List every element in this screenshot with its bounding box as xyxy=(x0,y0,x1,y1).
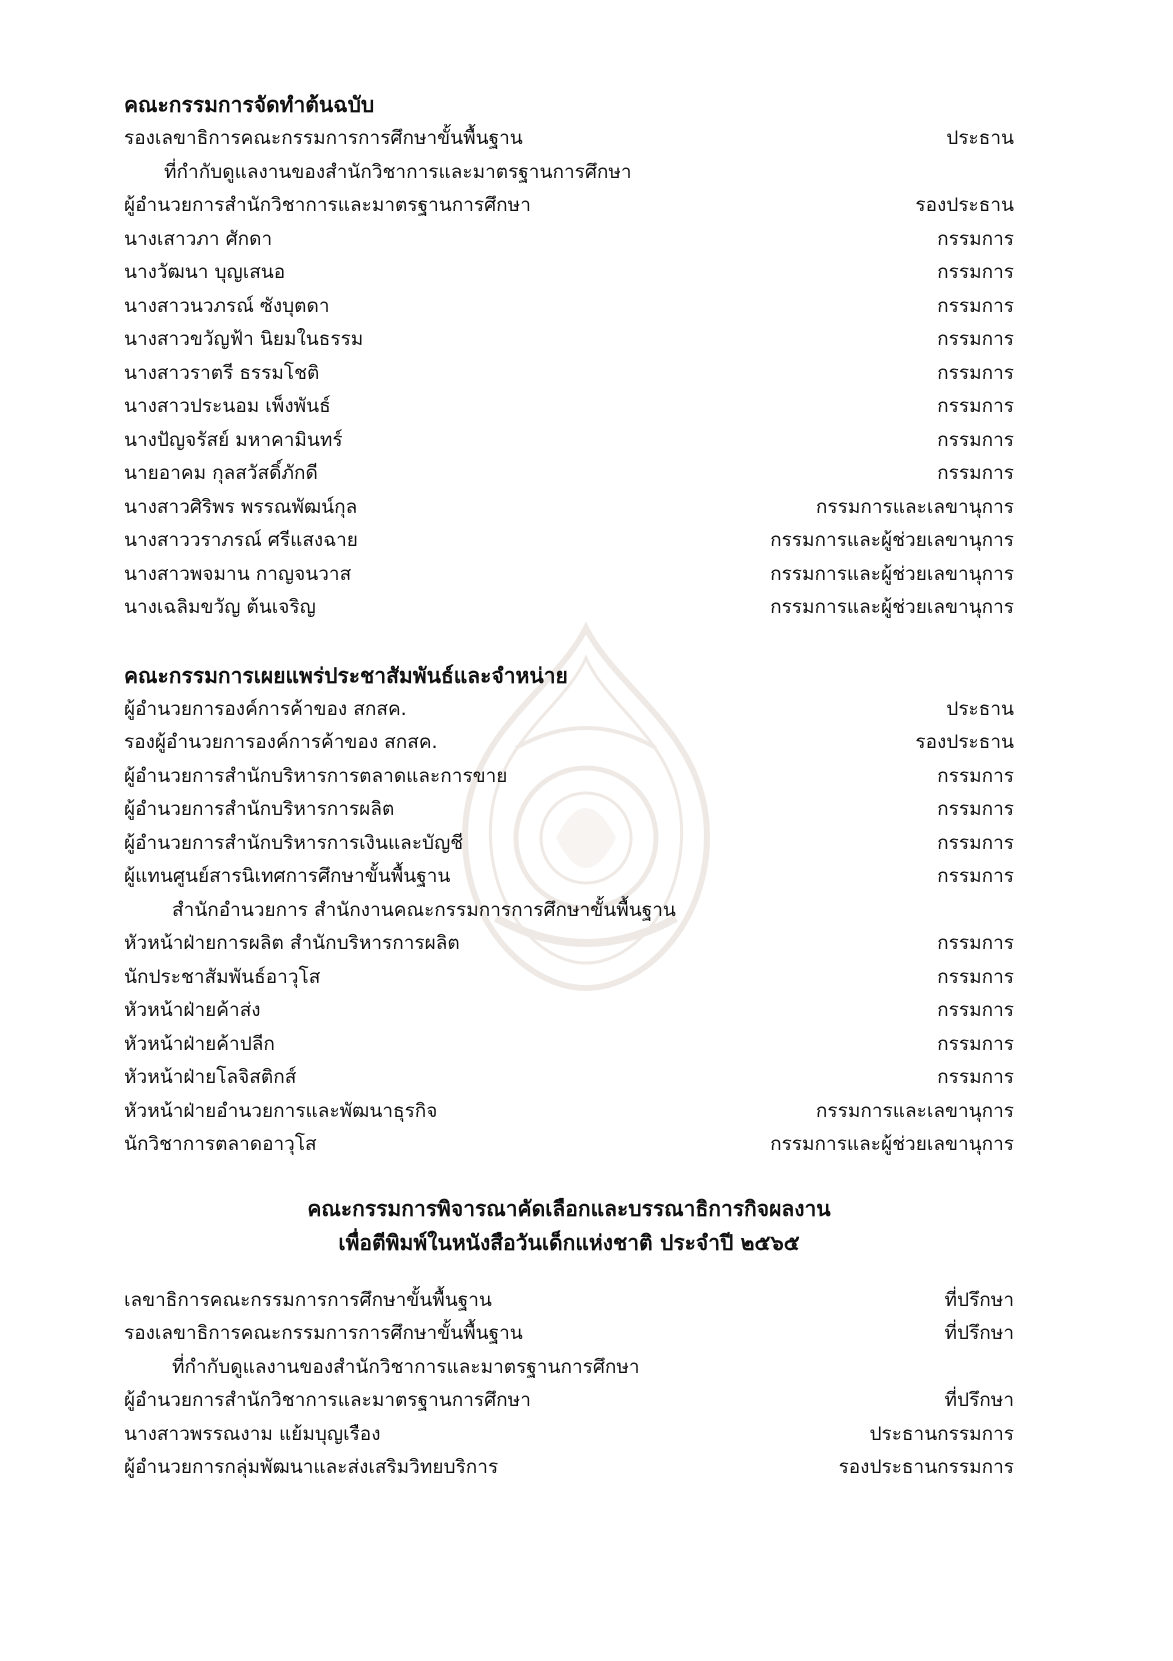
member-role: กรรมการ xyxy=(937,428,1014,451)
member-row xyxy=(124,357,1014,391)
title-spacer xyxy=(124,1260,1014,1284)
member-row xyxy=(124,558,1014,592)
member-name: นางสาวนวภรณ์ ซังบุตดา xyxy=(124,294,330,317)
member-role: ประธาน xyxy=(946,127,1014,149)
member-role: กรรมการและเลขานุการ xyxy=(815,1099,1014,1122)
member-name: นางวัฒนา บุญเสนอ xyxy=(124,261,286,283)
member-role: รองประธาน xyxy=(915,731,1014,753)
member-role: กรรมการ xyxy=(937,764,1014,787)
section-title-line-2: เพื่อตีพิมพ์ในหนังสือวันเด็กแห่งชาติ ประจำปี ๒๕๖๕ xyxy=(338,1230,800,1255)
member-name: นางสาวพจมาน กาญจนวาส xyxy=(124,562,352,585)
member-row xyxy=(124,424,1014,458)
committee-section-selection-editorial xyxy=(124,1192,1014,1485)
member-name: หัวหน้าฝ่ายค้าส่ง xyxy=(124,999,261,1021)
section-title-line-1: คณะกรรมการพิจารณาคัดเลือกและบรรณาธิการกิจผลงาน xyxy=(307,1196,831,1221)
member-role: รองประธานกรรมการ xyxy=(838,1456,1014,1478)
member-name: นางสาวราตรี ธรรมโชติ xyxy=(124,361,320,384)
member-role: ประธาน xyxy=(946,697,1014,720)
member-row xyxy=(124,323,1014,357)
member-row-continuation xyxy=(124,1351,1014,1385)
member-role: กรรมการ xyxy=(937,395,1014,417)
member-row xyxy=(124,760,1014,794)
member-role: กรรมการ xyxy=(937,831,1014,854)
member-name: นางสาวพรรณงาม แย้มบุญเรือง xyxy=(124,1422,381,1445)
member-row xyxy=(124,457,1014,491)
member-row xyxy=(124,793,1014,827)
member-role: กรรมการและผู้ช่วยเลขานุการ xyxy=(770,562,1014,585)
member-row xyxy=(124,591,1014,625)
member-name: ผู้อำนวยการสำนักวิชาการและมาตรฐานการศึกษา xyxy=(124,1389,531,1411)
member-role: กรรมการและผู้ช่วยเลขานุการ xyxy=(770,596,1014,618)
member-role: กรรมการ xyxy=(937,361,1014,384)
member-name: ผู้อำนวยการสำนักบริหารการผลิต xyxy=(124,798,395,820)
member-row xyxy=(124,693,1014,727)
member-name: นางปัญจรัสย์ มหาคามินทร์ xyxy=(124,428,343,451)
member-name: ผู้แทนศูนย์สารนิเทศการศึกษาขั้นพื้นฐาน xyxy=(124,865,451,887)
member-row-continuation xyxy=(124,156,1014,190)
member-row xyxy=(124,223,1014,257)
member-row xyxy=(124,927,1014,961)
member-row xyxy=(124,1317,1014,1351)
member-row xyxy=(124,390,1014,424)
member-role: กรรมการ xyxy=(937,932,1014,954)
member-role: กรรมการ xyxy=(937,227,1014,250)
member-role: กรรมการ xyxy=(937,965,1014,988)
member-row xyxy=(124,1095,1014,1129)
member-row xyxy=(124,1384,1014,1418)
member-role: กรรมการและเลขานุการ xyxy=(815,495,1014,518)
member-name: นายอาคม กุลสวัสดิ์ภักดี xyxy=(124,462,318,484)
member-role: กรรมการ xyxy=(937,294,1014,317)
member-role: กรรมการและผู้ช่วยเลขานุการ xyxy=(770,1133,1014,1155)
member-row xyxy=(124,524,1014,558)
section-title: คณะกรรมการจัดทำต้นฉบับ xyxy=(124,93,375,117)
member-row xyxy=(124,1028,1014,1062)
member-role: รองประธาน xyxy=(915,194,1014,216)
member-role: กรรมการ xyxy=(937,1066,1014,1088)
member-row xyxy=(124,994,1014,1028)
member-name: รองเลขาธิการคณะกรรมการการศึกษาขั้นพื้นฐาน xyxy=(124,127,523,149)
member-role: กรรมการ xyxy=(937,865,1014,887)
member-name: นางสาวขวัญฟ้า นิยมในธรรม xyxy=(124,328,364,350)
member-name: นักประชาสัมพันธ์อาวุโส xyxy=(124,965,321,988)
member-role: กรรมการ xyxy=(937,462,1014,484)
member-row xyxy=(124,1061,1014,1095)
member-name: หัวหน้าฝ่ายค้าปลีก xyxy=(124,1032,275,1055)
member-name: นางสาววราภรณ์ ศรีแสงฉาย xyxy=(124,529,358,551)
member-name: หัวหน้าฝ่ายการผลิต สำนักบริหารการผลิต xyxy=(124,932,460,954)
member-row xyxy=(124,491,1014,525)
member-name: ผู้อำนวยการสำนักบริหารการเงินและบัญชี xyxy=(124,831,464,854)
committee-section-drafting xyxy=(124,88,1014,625)
member-name: หัวหน้าฝ่ายโลจิสติกส์ xyxy=(124,1066,297,1088)
member-name: นางเฉลิมขวัญ ต้นเจริญ xyxy=(124,596,316,618)
section-spacer xyxy=(124,1162,1014,1192)
member-name: รองเลขาธิการคณะกรรมการการศึกษาขั้นพื้นฐาน xyxy=(124,1322,523,1344)
section-spacer xyxy=(124,625,1014,659)
member-row xyxy=(124,1451,1014,1485)
member-name: ที่กำกับดูแลงานของสำนักวิชาการและมาตรฐานการศึกษา xyxy=(164,160,632,183)
member-name: นักวิชาการตลาดอาวุโส xyxy=(124,1133,317,1155)
member-name: ผู้อำนวยการสำนักวิชาการและมาตรฐานการศึกษา xyxy=(124,194,531,216)
member-name: นางสาวศิริพร พรรณพัฒน์กุล xyxy=(124,495,358,518)
member-role: กรรมการ xyxy=(937,261,1014,283)
member-name: เลขาธิการคณะกรรมการการศึกษาขั้นพื้นฐาน xyxy=(124,1288,492,1311)
document-body xyxy=(124,88,1014,1485)
committee-section-publicity xyxy=(124,659,1014,1162)
member-role: กรรมการ xyxy=(937,798,1014,820)
member-row xyxy=(124,256,1014,290)
section-title: คณะกรรมการเผยแพร่ประชาสัมพันธ์และจำหน่าย xyxy=(124,663,568,688)
member-row xyxy=(124,122,1014,156)
member-role: ที่ปรึกษา xyxy=(944,1288,1014,1311)
member-name: สำนักอำนวยการ สำนักงานคณะกรรมการการศึกษาขั้นพื้นฐาน xyxy=(172,898,676,921)
member-row-continuation xyxy=(124,894,1014,928)
member-name: ผู้อำนวยการองค์การค้าของ สกสค. xyxy=(124,697,407,720)
member-name: ที่กำกับดูแลงานของสำนักวิชาการและมาตรฐานการศึกษา xyxy=(172,1355,640,1378)
member-row xyxy=(124,290,1014,324)
member-row xyxy=(124,1418,1014,1452)
member-name: รองผู้อำนวยการองค์การค้าของ สกสค. xyxy=(124,731,438,753)
member-name: นางสาวประนอม เพ็งพันธ์ xyxy=(124,395,331,417)
member-role: ประธานกรรมการ xyxy=(869,1422,1014,1445)
member-row xyxy=(124,726,1014,760)
member-role: กรรมการ xyxy=(937,1032,1014,1055)
member-row xyxy=(124,1128,1014,1162)
member-name: ผู้อำนวยการสำนักบริหารการตลาดและการขาย xyxy=(124,764,508,787)
member-row xyxy=(124,1284,1014,1318)
member-role: กรรมการ xyxy=(937,328,1014,350)
member-row xyxy=(124,961,1014,995)
member-role: ที่ปรึกษา xyxy=(944,1389,1014,1411)
member-row xyxy=(124,189,1014,223)
member-row xyxy=(124,827,1014,861)
member-name: หัวหน้าฝ่ายอำนวยการและพัฒนาธุรกิจ xyxy=(124,1099,438,1122)
member-name: ผู้อำนวยการกลุ่มพัฒนาและส่งเสริมวิทยบริการ xyxy=(124,1456,499,1478)
member-role: กรรมการและผู้ช่วยเลขานุการ xyxy=(770,529,1014,551)
member-name: นางเสาวภา ศักดา xyxy=(124,227,273,250)
member-role: กรรมการ xyxy=(937,999,1014,1021)
member-role: ที่ปรึกษา xyxy=(944,1322,1014,1344)
member-row xyxy=(124,860,1014,894)
